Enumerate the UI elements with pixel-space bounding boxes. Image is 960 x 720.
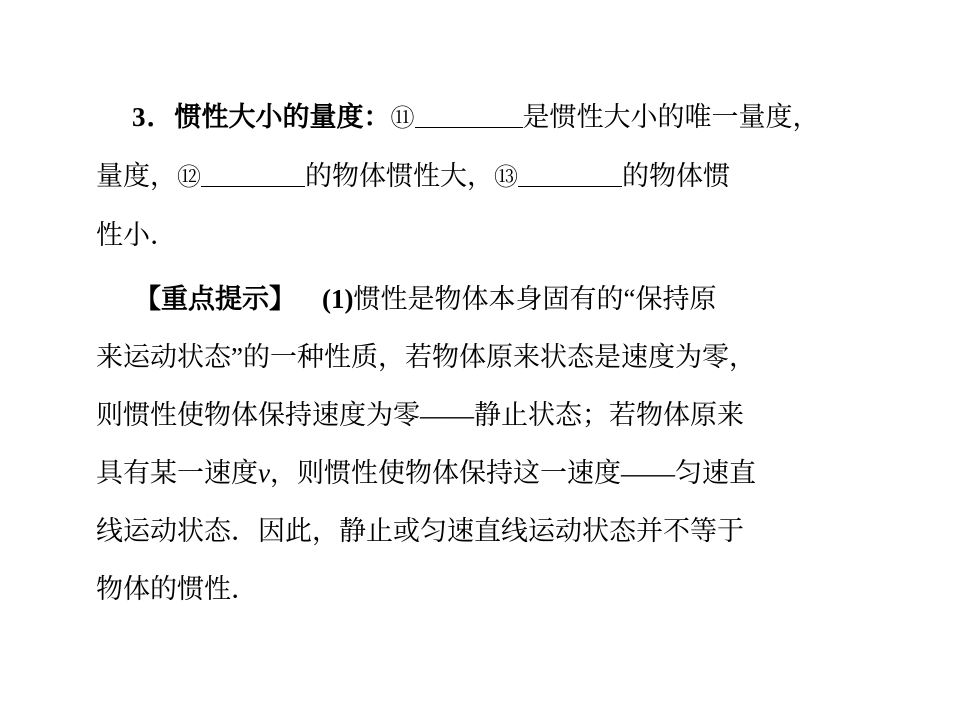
section-number: 3．: [132, 102, 175, 132]
hint-line-1: [96, 270, 882, 328]
section-line-3: [96, 206, 882, 264]
hint-item-number: (1): [322, 284, 354, 314]
hint-line-2: [96, 328, 882, 386]
hint-line-3: [96, 386, 882, 444]
hint-text-line-5: 线运动状态．因此，静止或匀速直线运动状态并不等于: [96, 516, 744, 546]
section-title: 惯性大小的量度：: [174, 102, 391, 132]
blank-marker-11: ⑪: [390, 104, 415, 132]
section-line3-text: 性小．: [96, 220, 177, 250]
hint-line-4: [96, 444, 882, 502]
blank-marker-12: ⑫: [177, 163, 201, 191]
section-block: [96, 88, 882, 264]
hint-line4-suffix: ，则惯性使物体保持这一速度——匀速直: [269, 458, 756, 488]
hint-label: 【重点提示】: [134, 284, 296, 314]
fill-blank-11: [415, 127, 523, 128]
hint-line-6: [96, 560, 882, 618]
hint-text-line-6: 物体的惯性．: [96, 574, 258, 604]
hint-text-line-1: 惯性是物体本身固有的“保持原: [353, 284, 717, 314]
hint-text-line-3: 则惯性使物体保持速度为零——静止状态；若物体原来: [96, 400, 744, 430]
hint-text-line-2: 来运动状态”的一种性质，若物体原来状态是速度为零，: [96, 342, 756, 372]
section-line2-suffix: 的物体惯: [622, 161, 730, 191]
fill-blank-13: [518, 186, 622, 187]
section-line2-prefix: 量度，: [96, 161, 177, 191]
hint-line-5: [96, 502, 882, 560]
hint-line4-prefix: 具有某一速度: [96, 458, 258, 488]
section-text-2: 的物体惯性大，: [305, 161, 494, 191]
velocity-symbol: v: [258, 458, 270, 488]
fill-blank-12: [201, 186, 305, 187]
hint-block: [96, 270, 882, 618]
section-line-2: [96, 147, 882, 206]
blank-marker-13: ⑬: [494, 163, 518, 191]
section-heading-line: [96, 88, 882, 147]
section-text-1: 是惯性大小的唯一量度，: [522, 102, 820, 132]
